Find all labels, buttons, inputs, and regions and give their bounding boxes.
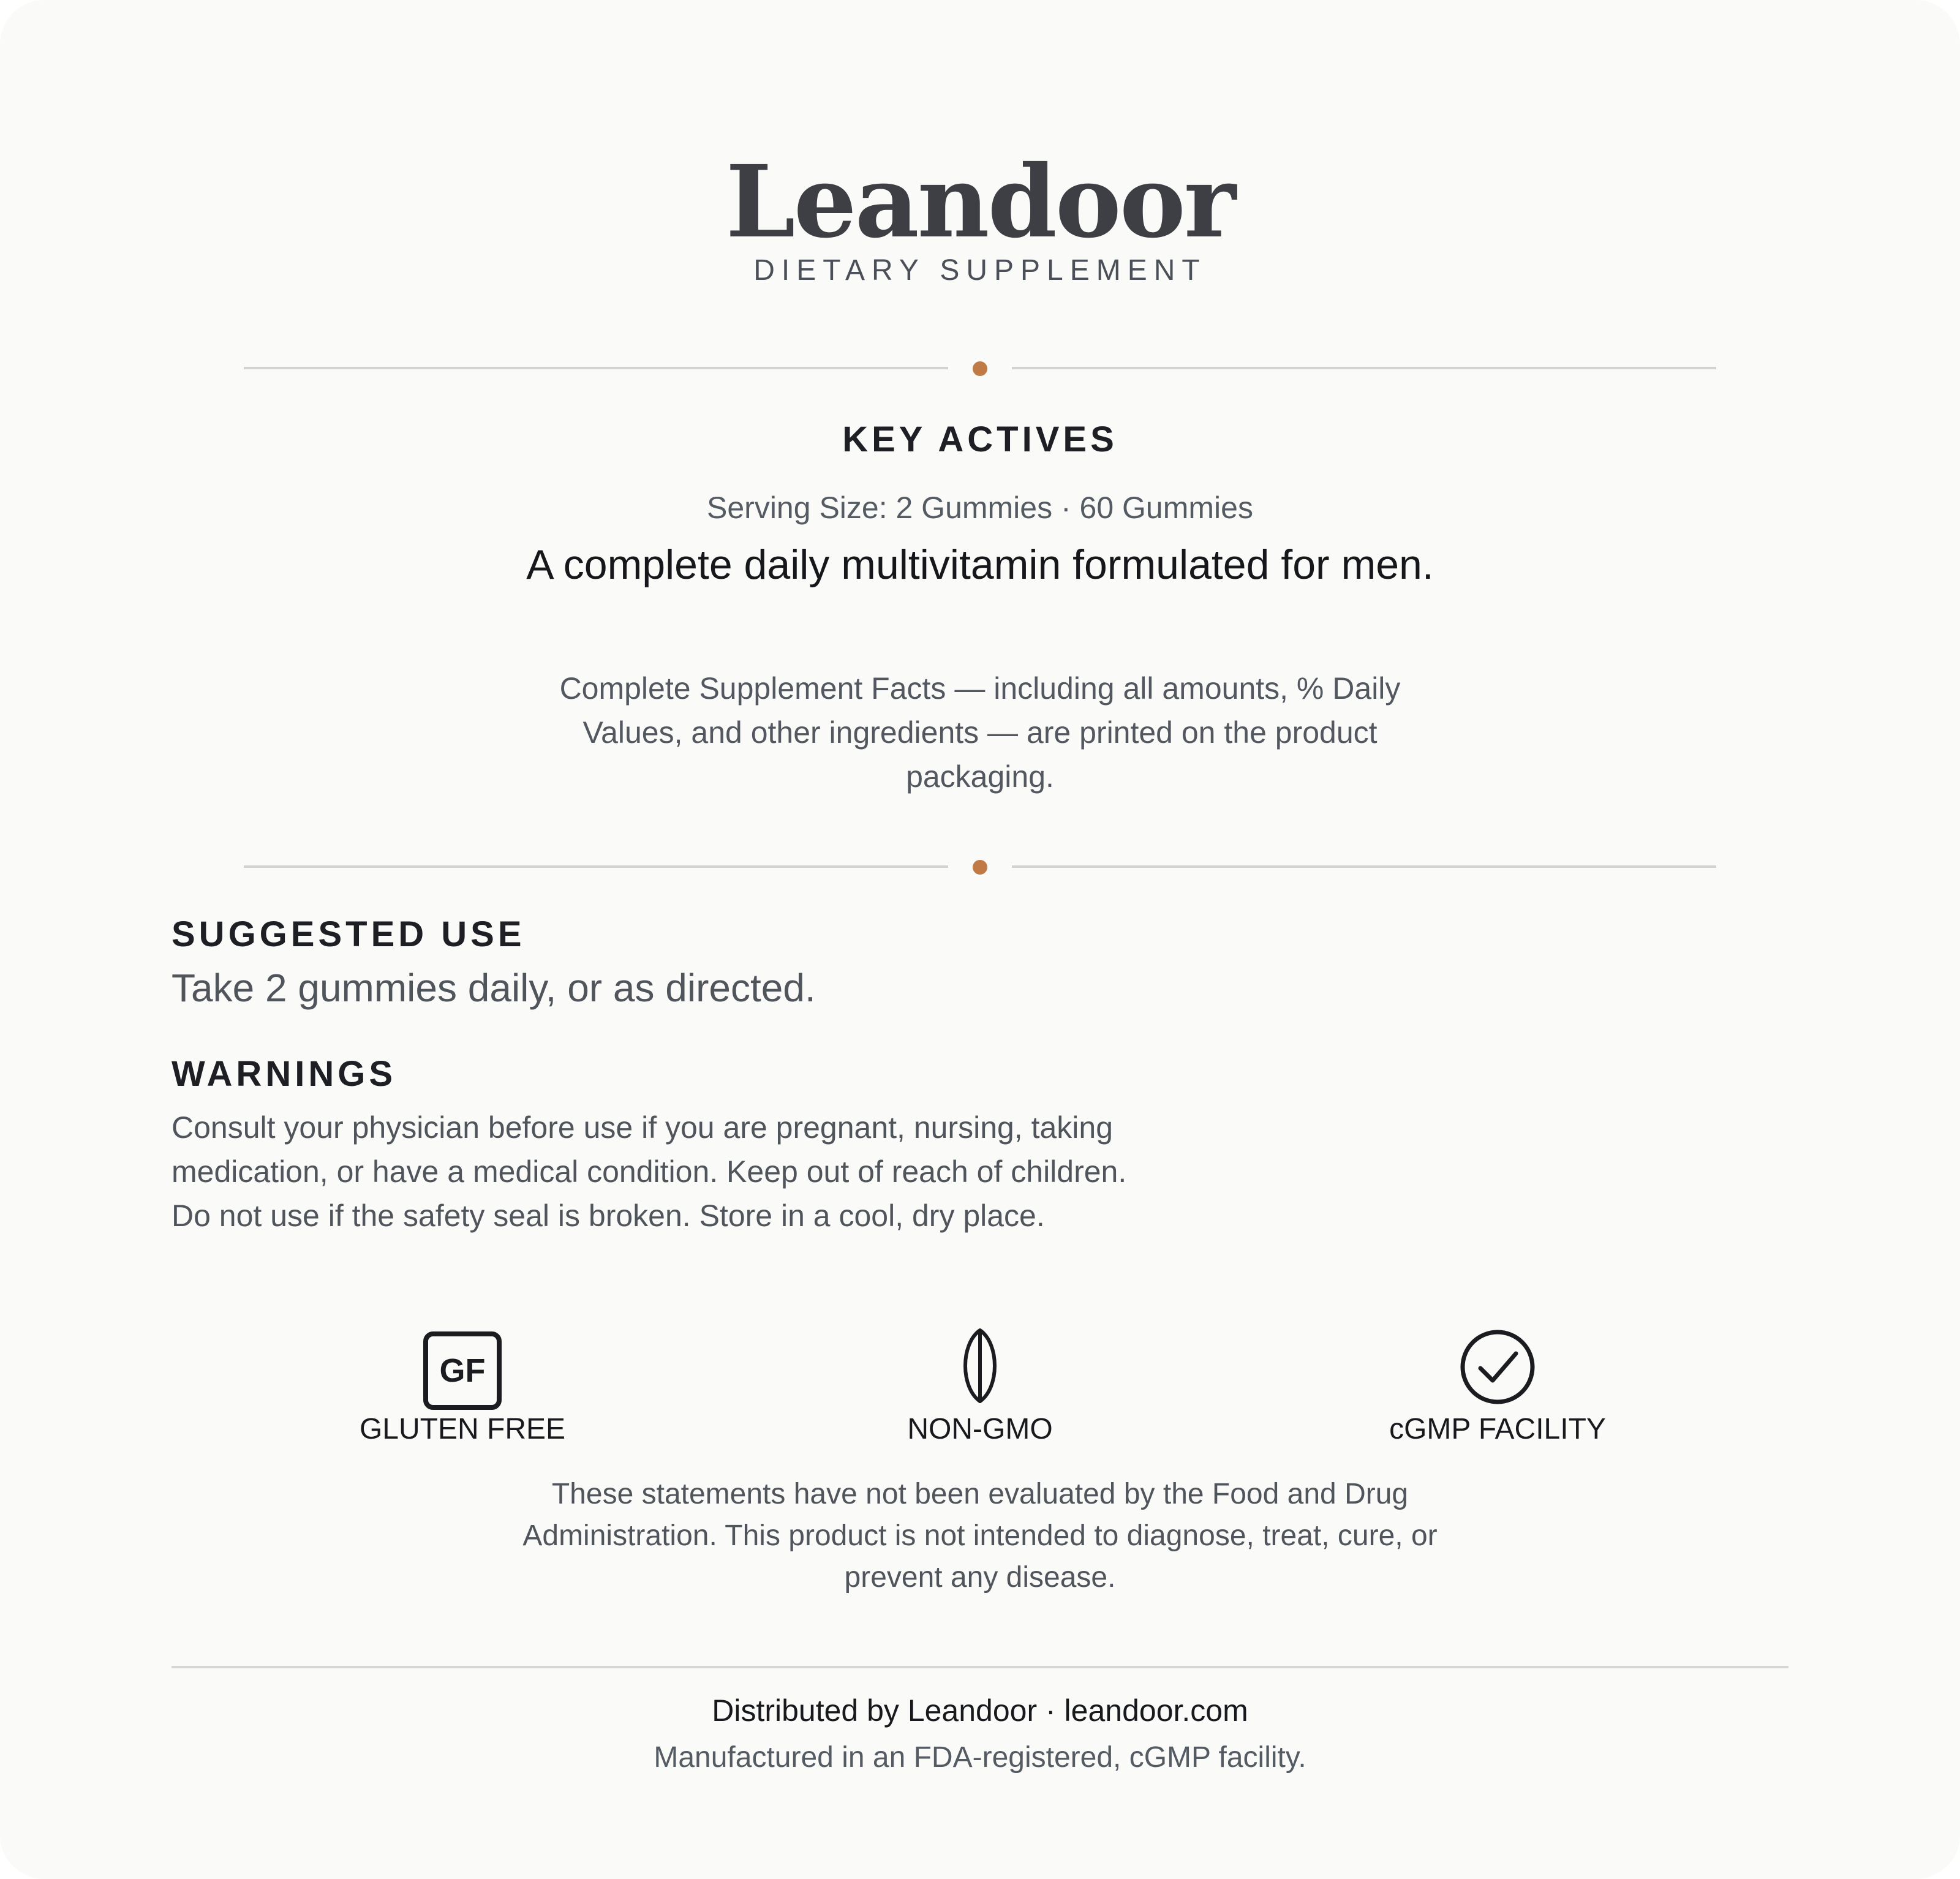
brand-name: Leandoor — [725, 144, 1235, 260]
check-circle-icon — [1314, 1328, 1681, 1409]
badge-label: NON-GMO — [907, 1413, 1053, 1445]
suggested-use-text: Take 2 gummies daily, or as directed. — [172, 966, 816, 1010]
leaf-icon — [796, 1328, 1164, 1409]
badge-cgmp-facility — [1314, 1328, 1681, 1449]
brand-subtitle: DIETARY SUPPLEMENT — [753, 254, 1207, 287]
divider-line — [244, 367, 948, 369]
supplement-facts-note: Complete Supplement Facts — including all amounts, % Daily Values, and other ingredients — are printed on the product packaging. — [559, 671, 1401, 794]
fda-disclaimer: These statements have not been evaluated by the Food and Drug Administration. This product is not intended to diagnose, treat, cure, or prevent any disease. — [522, 1478, 1438, 1594]
badge-label: GLUTEN FREE — [359, 1413, 566, 1445]
warnings-heading: WARNINGS — [172, 1054, 396, 1094]
suggested-use-heading: SUGGESTED USE — [172, 914, 526, 954]
footer-divider — [172, 1666, 1789, 1668]
warnings-text: Consult your physician before use if you are pregnant, nursing, taking medication, or have a medical condition. Keep out of reach of children. Do not use if the safety seal is broken. Store in a cool, dry place. — [172, 1110, 1127, 1233]
gf-icon-text: GF — [423, 1331, 502, 1410]
leaf-icon-graphic — [956, 1328, 1005, 1404]
divider-line — [244, 865, 948, 868]
check-circle-icon-graphic — [1458, 1328, 1537, 1406]
ornament-divider-top — [244, 355, 1716, 380]
ornament-divider-middle — [244, 854, 1716, 878]
serving-size: Serving Size: 2 Gummies · 60 Gummies — [707, 491, 1253, 525]
badge-non-gmo — [796, 1328, 1164, 1449]
distributor-line: Distributed by Leandoor · leandoor.com — [712, 1693, 1248, 1728]
divider-dot — [973, 361, 987, 376]
divider-dot — [973, 860, 987, 875]
key-actives-heading: KEY ACTIVES — [842, 420, 1118, 459]
product-tagline: A complete daily multivitamin formulated for men. — [526, 541, 1434, 588]
badge-gluten-free — [279, 1328, 646, 1449]
gluten-free-icon — [279, 1328, 646, 1409]
manufacturing-note: Manufactured in an FDA-registered, cGMP facility. — [654, 1741, 1306, 1774]
divider-line — [1012, 367, 1716, 369]
badge-label: cGMP FACILITY — [1389, 1413, 1606, 1445]
divider-line — [1012, 865, 1716, 868]
